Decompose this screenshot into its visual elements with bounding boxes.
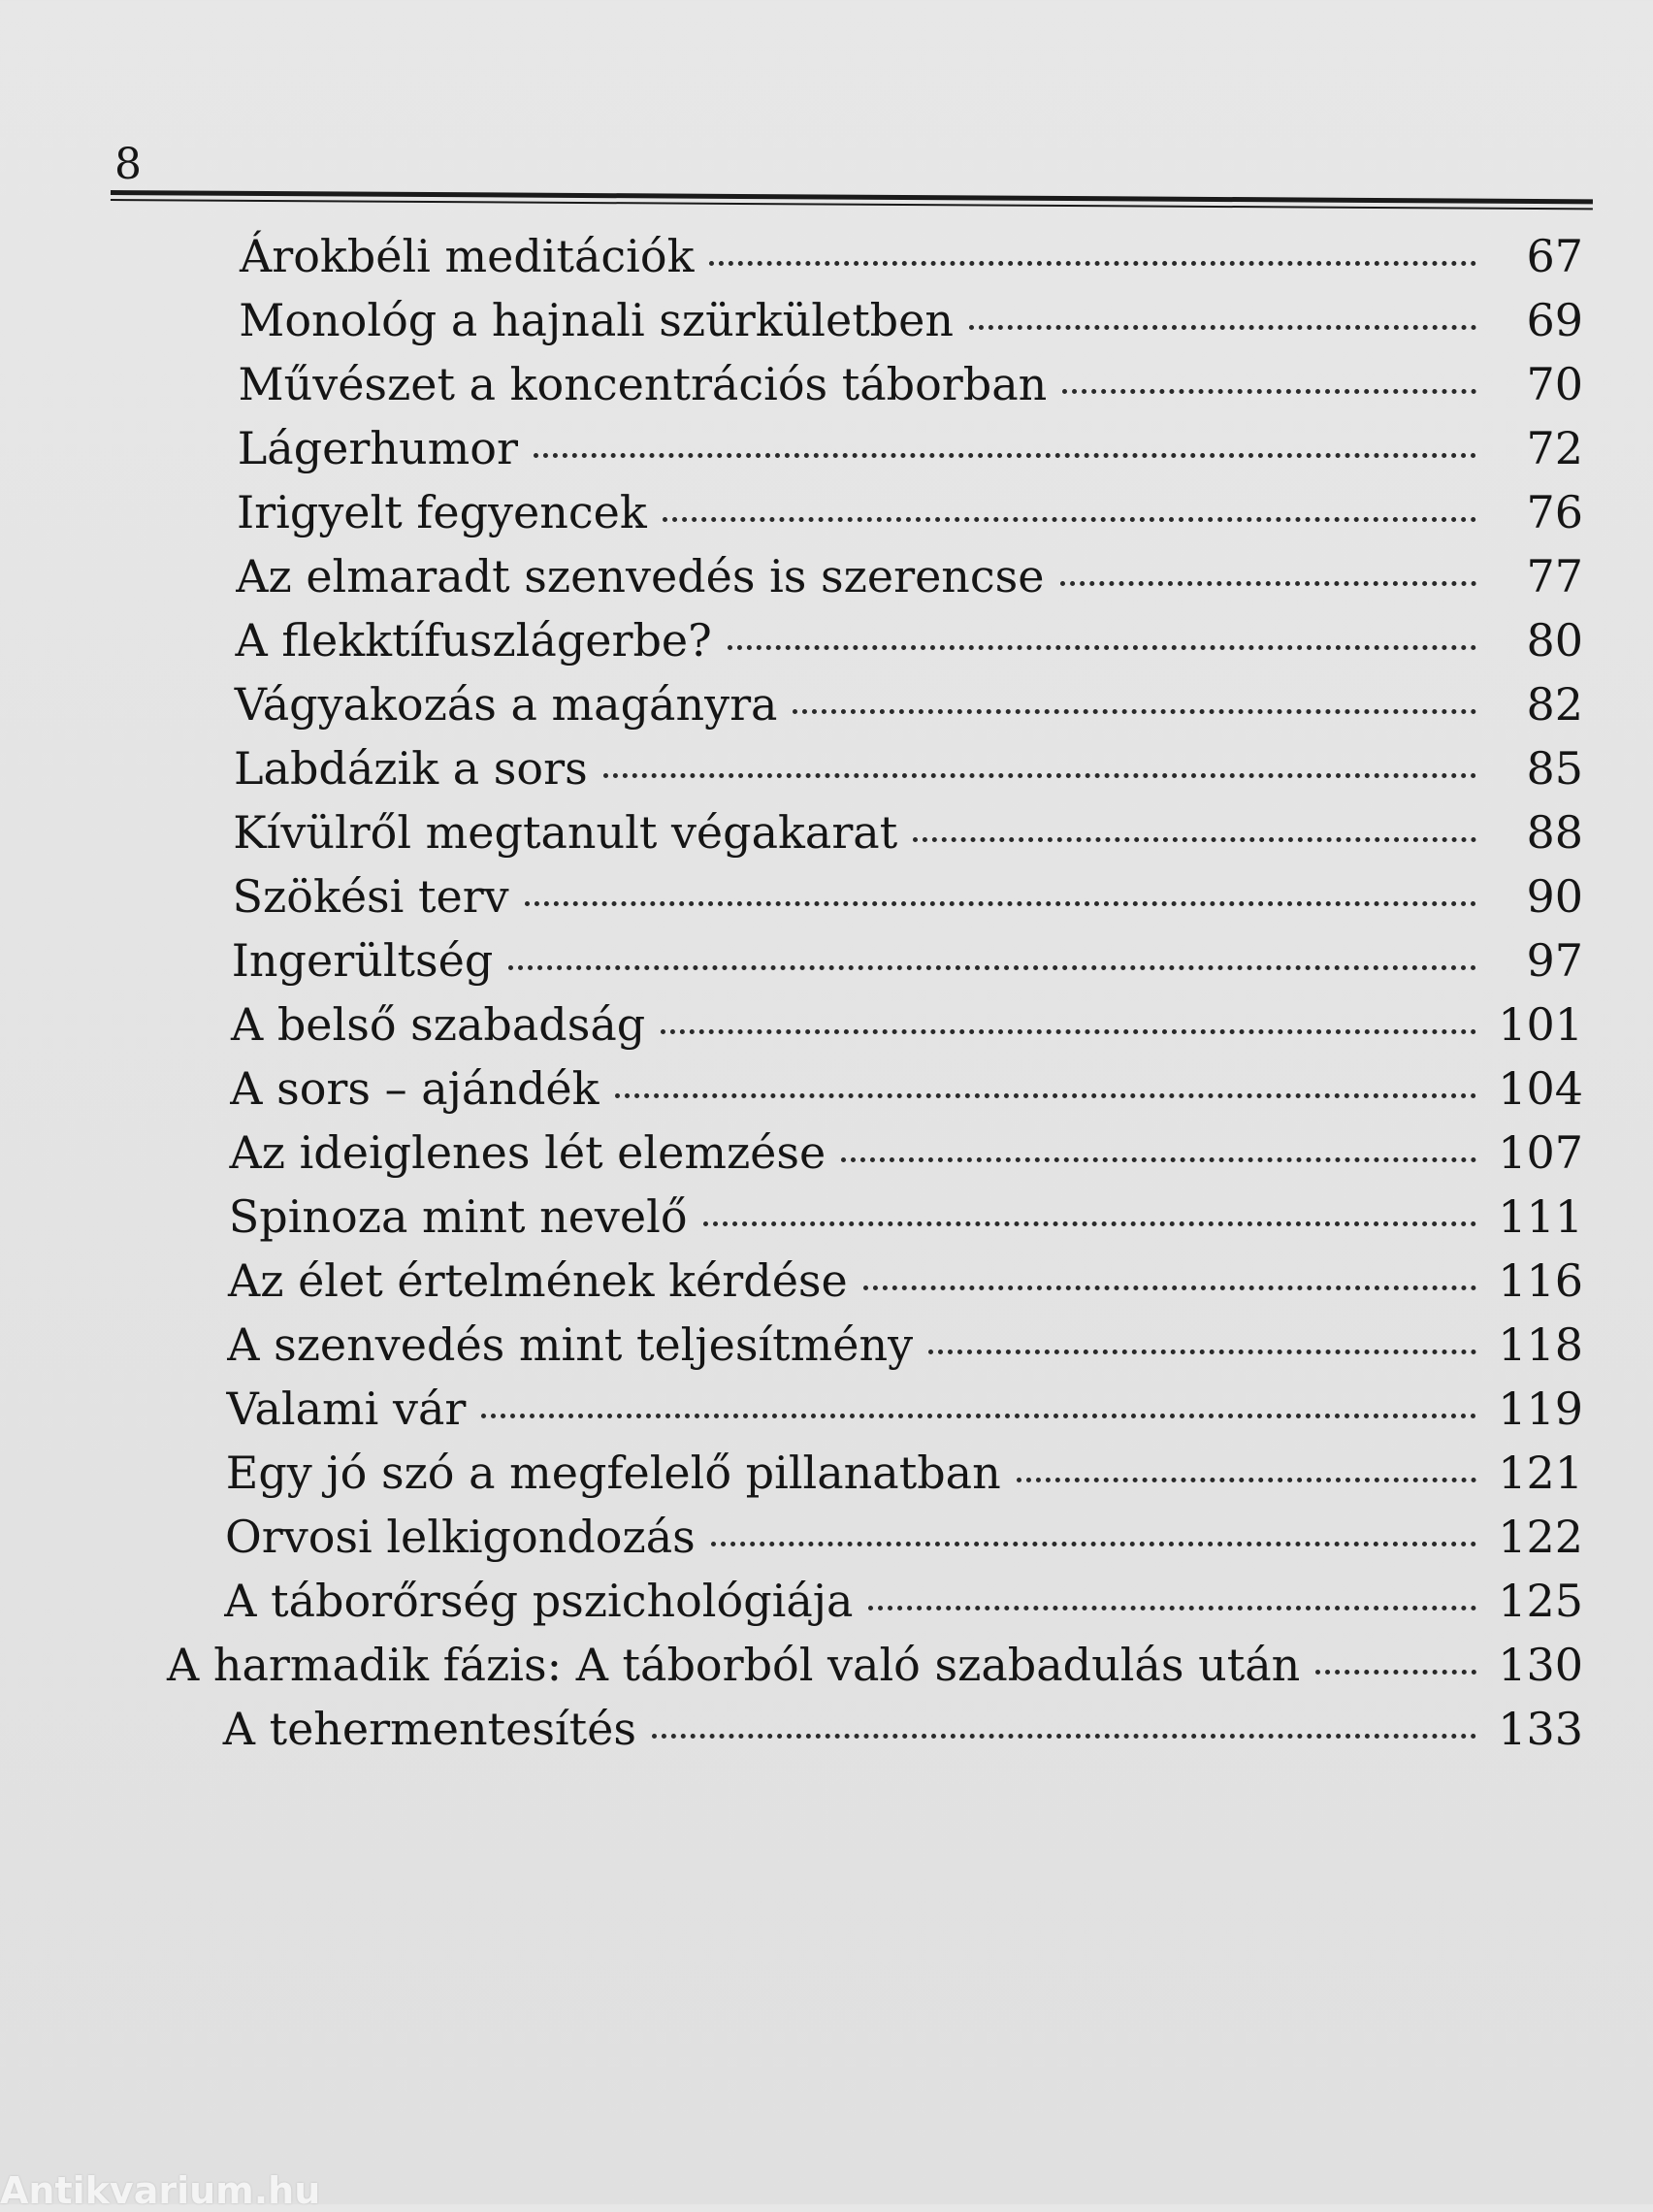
toc-entry xyxy=(239,295,1583,346)
toc-entry xyxy=(233,807,1583,859)
toc-entry-title: Árokbéli meditációk xyxy=(240,230,695,282)
toc-entry-page: 118 xyxy=(1498,1318,1583,1371)
toc-dot-leader xyxy=(703,1221,1476,1226)
toc-dot-leader xyxy=(728,645,1476,650)
toc-entry xyxy=(167,1640,1583,1691)
toc-dot-leader xyxy=(508,965,1476,970)
toc-entry xyxy=(237,487,1583,538)
toc-dot-leader xyxy=(868,1606,1476,1610)
toc-entry-page: 97 xyxy=(1526,934,1583,987)
toc-entry-page: 121 xyxy=(1498,1447,1583,1499)
toc-entry-page: 133 xyxy=(1498,1703,1583,1755)
toc-entry-title: Orvosi lelkigondozás xyxy=(225,1511,696,1563)
toc-entry xyxy=(238,423,1583,474)
page-number: 8 xyxy=(114,140,142,189)
toc-entry-title: Valami vár xyxy=(226,1382,467,1435)
toc-entry-page: 80 xyxy=(1526,614,1583,667)
toc-entry-page: 125 xyxy=(1498,1575,1583,1627)
toc-entry-page: 122 xyxy=(1498,1511,1583,1563)
toc-entry-title: Kívülről megtanult végakarat xyxy=(233,806,898,859)
toc-dot-leader xyxy=(615,1093,1476,1098)
toc-entry xyxy=(235,679,1583,731)
toc-dot-leader xyxy=(661,1029,1476,1034)
toc-entry xyxy=(239,359,1584,410)
toc-entry-page: 76 xyxy=(1526,486,1583,538)
toc-entry-title: Lágerhumor xyxy=(237,422,518,474)
toc-entry xyxy=(225,1512,1583,1563)
toc-entry-page: 90 xyxy=(1526,870,1583,923)
toc-entry-title: A szenvedés mint teljesítmény xyxy=(227,1318,914,1371)
toc-dot-leader xyxy=(1017,1478,1476,1482)
toc-entry-title: Irigyelt fegyencek xyxy=(237,486,647,538)
toc-entry-title: Spinoza mint nevelő xyxy=(228,1190,688,1243)
toc-entry-title: Egy jó szó a megfelelő pillanatban xyxy=(225,1447,1001,1499)
toc-entry-title: A harmadik fázis: A táborból való szabadulás után xyxy=(167,1639,1301,1691)
toc-entry xyxy=(234,743,1583,795)
toc-dot-leader xyxy=(928,1350,1476,1354)
toc-entry-page: 77 xyxy=(1526,550,1583,602)
toc-entry xyxy=(227,1383,1584,1435)
toc-entry-title: A tehermentesítés xyxy=(222,1703,636,1755)
toc-dot-leader xyxy=(534,453,1476,458)
toc-dot-leader xyxy=(863,1285,1476,1290)
toc-entry-page: 72 xyxy=(1526,422,1583,474)
toc-entry xyxy=(227,1319,1583,1371)
toc-entry-title: A flekktífuszlágerbe? xyxy=(235,614,712,667)
toc-dot-leader xyxy=(913,837,1476,842)
toc-dot-leader xyxy=(652,1734,1476,1739)
toc-entry xyxy=(230,1127,1584,1179)
toc-entry-page: 130 xyxy=(1498,1639,1583,1691)
toc-dot-leader xyxy=(1315,1670,1476,1675)
toc-entry-page: 116 xyxy=(1498,1254,1583,1307)
toc-dot-leader xyxy=(711,1542,1476,1546)
header-rule xyxy=(111,190,1593,216)
toc-entry xyxy=(228,1255,1583,1307)
toc-entry xyxy=(230,1063,1583,1115)
toc-entry-page: 67 xyxy=(1526,230,1583,282)
watermark: Antikvarium.hu xyxy=(0,2169,321,2212)
toc-dot-leader xyxy=(969,325,1476,330)
toc-entry xyxy=(229,1191,1583,1243)
toc-entry xyxy=(236,615,1584,667)
toc-dot-leader xyxy=(841,1157,1476,1162)
toc-dot-leader xyxy=(709,261,1476,266)
toc-entry-title: Az elmaradt szenvedés is szerencse xyxy=(236,550,1045,602)
toc-entry-page: 104 xyxy=(1498,1062,1583,1115)
toc-entry-page: 85 xyxy=(1526,742,1583,795)
toc-dot-leader xyxy=(1062,389,1476,394)
toc-entry-page: 101 xyxy=(1498,998,1583,1051)
toc-entry xyxy=(232,935,1583,987)
toc-entry-title: Az ideiglenes lét elemzése xyxy=(229,1126,826,1179)
toc-entry-title: A táborőrség pszichológiája xyxy=(224,1575,854,1627)
toc-entry xyxy=(226,1448,1583,1499)
toc-entry-page: 119 xyxy=(1498,1382,1583,1435)
toc-entry-page: 69 xyxy=(1526,294,1583,346)
toc-entry-page: 111 xyxy=(1498,1190,1583,1243)
toc-entry xyxy=(231,999,1583,1051)
toc-entry-title: Labdázik a sors xyxy=(234,742,588,795)
toc-entry-page: 107 xyxy=(1498,1126,1583,1179)
toc-entry xyxy=(223,1704,1583,1755)
toc-entry xyxy=(233,871,1584,923)
toc-entry-title: Az élet értelmének kérdése xyxy=(228,1254,848,1307)
toc-entry-title: Ingerültség xyxy=(231,934,494,987)
toc-entry xyxy=(236,551,1583,602)
toc-dot-leader xyxy=(1060,581,1476,586)
toc-dot-leader xyxy=(525,901,1476,906)
toc-entry xyxy=(240,231,1583,282)
toc-dot-leader xyxy=(793,709,1476,714)
toc-entry-page: 70 xyxy=(1526,358,1583,410)
toc-entry-page: 82 xyxy=(1526,678,1583,731)
toc-entry-title: Művészet a koncentrációs táborban xyxy=(238,358,1048,410)
toc-dot-leader xyxy=(481,1414,1476,1418)
toc-entry-title: Szökési terv xyxy=(232,870,509,923)
toc-entry-page: 88 xyxy=(1526,806,1583,859)
toc-entry-title: A sors – ajándék xyxy=(230,1062,600,1115)
toc-dot-leader xyxy=(603,773,1476,778)
toc-entry-title: A belső szabadság xyxy=(231,998,646,1051)
toc-entry-title: Monológ a hajnali szürkületben xyxy=(239,294,954,346)
toc-entry-title: Vágyakozás a magányra xyxy=(234,678,778,731)
toc-entry xyxy=(224,1576,1583,1627)
toc-dot-leader xyxy=(663,517,1476,522)
